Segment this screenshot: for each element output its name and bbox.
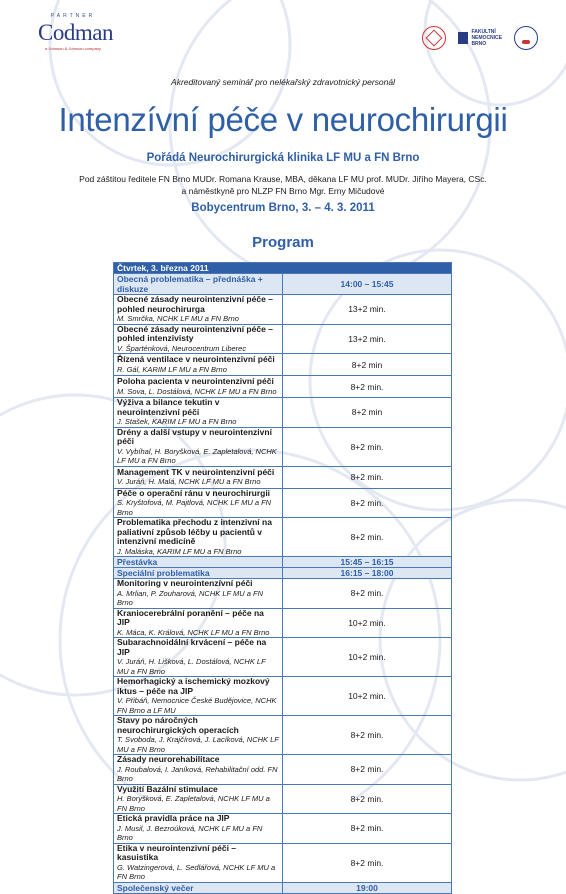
talk-speaker: M. Smrčka, NCHK LF MU a FN Brno [117, 314, 239, 323]
talk-duration: 8+2 min. [283, 466, 452, 488]
subtitle: Akreditovaný seminář pro nelékařský zdravotnický personál [171, 77, 395, 87]
talk-title: Subarachnoidální krvácení – péče na JIP [117, 637, 267, 657]
talk-title: Drény a další vstupy v neurointenzivní péči [117, 426, 272, 446]
talk-row [114, 427, 452, 466]
talk-speaker: V. Juráň, H. Malá, NCHK LF MU a FN Brno [117, 477, 261, 486]
talk-duration: 8+2 min. [283, 784, 452, 814]
section-row [114, 568, 452, 579]
talk-duration: 8+2 min. [283, 488, 452, 518]
talk-title: Obecné zásady neurointenzivní péče – pohled intenzivisty [117, 323, 273, 343]
partner-sub: a Johnson & Johnson company [45, 46, 101, 51]
section-time: 15:45 – 16:15 [283, 557, 452, 568]
section-row [114, 882, 452, 893]
lf-mu-seal-icon [422, 26, 446, 50]
talk-duration: 10+2 min. [283, 608, 452, 638]
talk-speaker: V. Šparténková, Neurocentrum Liberec [117, 343, 247, 353]
talk-cell [114, 518, 283, 557]
talk-cell [114, 638, 283, 677]
talk-cell [114, 427, 283, 466]
partner-logo [38, 13, 113, 51]
talk-cell [114, 677, 283, 716]
talk-duration: 8+2 min. [283, 427, 452, 466]
talk-speaker: J. Stašek, KARIM LF MU a FN Brno [117, 417, 237, 426]
talk-row [114, 677, 452, 716]
talk-speaker: V. Juráň, H. Lišková, L. Dostálová, NCHK LF MU a FN Brno [117, 657, 266, 676]
talk-title: Poloha pacienta v neurointenzivní péči [117, 376, 274, 386]
talk-speaker: S. Kryštofová, M. Pajtlová, NCHK LF MU a FN Brno [117, 498, 272, 517]
talk-duration: 10+2 min. [283, 638, 452, 677]
fn-text-line: BRNO [471, 41, 487, 47]
organizer: Pořádá Neurochirurgická klinika LF MU a FN Brno [146, 152, 420, 164]
talk-row [114, 716, 452, 755]
talk-cell [114, 488, 283, 518]
talk-title: Kraniocerebrální poranění – péče na JIP [117, 607, 264, 627]
talk-row [114, 295, 452, 325]
patron-line: a náměstkyně pro NLZP FN Brno Mgr. Erny Mičudové [181, 186, 385, 196]
talk-row [114, 579, 452, 609]
day-row [114, 263, 452, 274]
talk-speaker: G. Watzingerová, L. Sedlářová, NCHK LF MU a FN Brno [117, 862, 276, 881]
talk-speaker: M. Sova, L. Dostálová, NCHK LF MU a FN Brno [117, 386, 277, 396]
talk-cell [114, 579, 283, 609]
patronage [0, 173, 566, 197]
talk-row [114, 784, 452, 814]
talk-cell [114, 295, 283, 325]
talk-row [114, 488, 452, 518]
talk-duration: 8+2 min [283, 398, 452, 428]
talk-speaker: J. Roubalová, I. Janíková, Rehabilitační odd. FN Brno [117, 764, 278, 783]
talk-speaker: T. Svoboda, J. Krajčírová, J. Lacíková, NCHK LF MU a FN Brno [117, 735, 279, 754]
talk-speaker: K. Máca, K. Králová, NCHK LF MU a FN Brno [117, 627, 270, 637]
talk-title: Monitoring v neurointenzívní péči [117, 578, 253, 588]
talk-duration: 8+2 min. [283, 518, 452, 557]
talk-title: Hemorhagický a ischemický mozkový iktus – péče na JIP [117, 676, 270, 696]
talk-row [114, 324, 452, 354]
talk-cell [114, 843, 283, 882]
program-table [113, 262, 452, 894]
section-label: Obecná problematika – přednáška + diskuze [114, 274, 283, 295]
talk-cell [114, 466, 283, 488]
fn-brno-logo [458, 29, 502, 47]
section-time: 19:00 [283, 882, 452, 893]
talk-title: Využití Bazální stimulace [117, 783, 218, 794]
partner-label: PARTNER [50, 13, 96, 19]
section-row [114, 274, 452, 295]
section-time: 14:00 – 15:45 [283, 274, 452, 295]
page-title: Intenzívní péče v neurochirurgii [58, 101, 508, 138]
talk-cell [114, 324, 283, 354]
talk-title: Řízená ventilace v neurointenzivní péči [117, 354, 275, 364]
section-label: Přestávka [114, 557, 283, 568]
talk-cell [114, 376, 283, 398]
talk-duration: 10+2 min. [283, 677, 452, 716]
talk-title: Etická pravidla práce na JIP [117, 813, 230, 823]
fn-text-line: NEMOCNICE [471, 35, 502, 41]
section-row [114, 557, 452, 568]
section-label: Společenský večer [114, 882, 283, 893]
talk-row [114, 638, 452, 677]
neurosurgery-society-seal-icon [514, 26, 538, 50]
fn-brno-mark-icon [458, 32, 468, 44]
talk-duration: 8+2 min. [283, 716, 452, 755]
talk-speaker: H. Boryšková, E. Zapletalová, NCHK LF MU a FN Brno [117, 794, 270, 813]
talk-cell [114, 784, 283, 814]
talk-cell [114, 354, 283, 376]
codman-logo: Codman [38, 20, 113, 45]
talk-title: Zásady neurorehabilitace [117, 754, 220, 764]
talk-row [114, 755, 452, 785]
talk-speaker: J. Maláska, KARIM LF MU a FN Brno [117, 546, 242, 556]
section-label: Speciální problematika [114, 568, 283, 579]
venue-date: Bobycentrum Brno, 3. – 4. 3. 2011 [191, 202, 375, 214]
talk-title: Problematika přechodu z intenzivní na paliativní způsob léčby u pacientů v intenzivní medicíně [117, 517, 272, 546]
section-time: 16:15 – 18:00 [283, 568, 452, 579]
talk-row [114, 466, 452, 488]
talk-row [114, 376, 452, 398]
talk-cell [114, 814, 283, 844]
talk-row [114, 843, 452, 882]
talk-duration: 8+2 min. [283, 843, 452, 882]
talk-duration: 8+2 min [283, 354, 452, 376]
talk-speaker: V. Přibáň, Nemocnice České Budějovice, NCHK FN Brno a LF MU [117, 696, 277, 715]
talk-row [114, 518, 452, 557]
talk-title: Management TK v neurointenzivní péči [117, 466, 275, 477]
talk-duration: 8+2 min. [283, 376, 452, 398]
talk-title: Stavy po náročných neurochirurgických operacích [117, 715, 239, 735]
header-logos [422, 26, 538, 50]
fn-text-line: FAKULTNÍ [471, 29, 496, 35]
talk-duration: 13+2 min. [283, 324, 452, 354]
talk-speaker: J. Musil, J. Bezroúková, NCHK LF MU a FN Brno [117, 823, 263, 842]
talk-duration: 8+2 min. [283, 579, 452, 609]
talk-row [114, 354, 452, 376]
talk-speaker: V. Vybíhal, H. Boryšková, E. Zapletalová, NCHK LF MU a FN Brno [117, 446, 277, 465]
talk-title: Výživa a bilance tekutin v neurointenzivní péči [117, 397, 220, 417]
day-label: Čtvrtek, 3. března 2011 [114, 263, 452, 274]
talk-title: Etika v neurointenzivní péči – kasuistika [117, 842, 237, 862]
talk-title: Péče o operační ránu v neurochirurgii [117, 487, 271, 498]
patron-line: Pod záštitou ředitele FN Brno MUDr. Romana Krause, MBA, děkana LF MU prof. MUDr. Jiřího Mayera, CSc. [79, 174, 487, 184]
talk-title: Obecné zásady neurointenzivní péče – pohled neurochirurga [117, 294, 273, 314]
program-heading: Program [252, 234, 314, 251]
talk-speaker: R. Gál, KARIM LF MU a FN Brno [117, 364, 227, 374]
talk-row [114, 398, 452, 428]
talk-cell [114, 608, 283, 638]
talk-cell [114, 755, 283, 785]
talk-cell [114, 716, 283, 755]
talk-duration: 8+2 min. [283, 755, 452, 785]
talk-row [114, 814, 452, 844]
talk-cell [114, 398, 283, 428]
talk-duration: 13+2 min. [283, 295, 452, 325]
talk-duration: 8+2 min. [283, 814, 452, 844]
talk-speaker: A. Mrlian, P. Zouharová, NCHK LF MU a FN Brno [117, 588, 264, 607]
talk-row [114, 608, 452, 638]
